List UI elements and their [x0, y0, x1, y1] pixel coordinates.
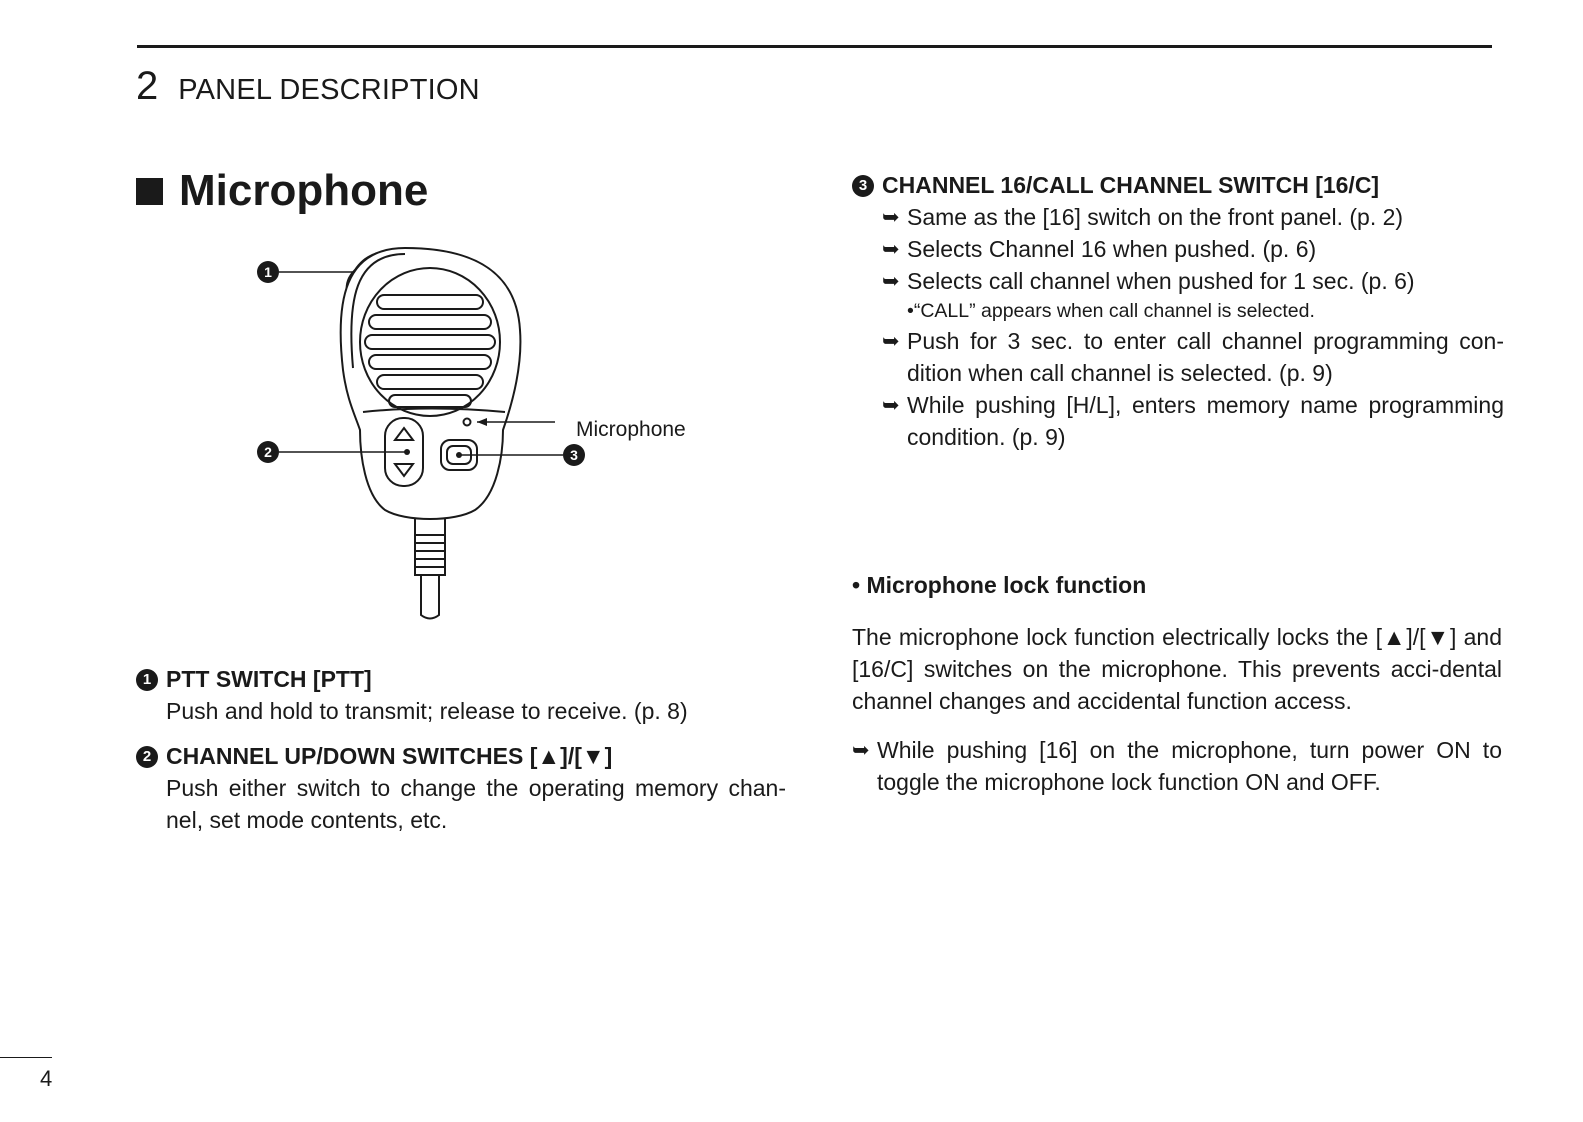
list-item: ➥ Same as the [16] switch on the front panel. (p. 2): [882, 201, 1504, 233]
list-item: ➥ While pushing [16] on the microphone, turn power ON to toggle the microphone lock function ON and OFF.: [852, 737, 1502, 795]
item-number-badge: 3: [852, 175, 874, 197]
page-number: 4: [40, 1066, 53, 1091]
list-item: ➥ While pushing [H/L], enters memory name programming condition. (p. 9): [882, 392, 1504, 450]
microphone-diagram: [255, 240, 595, 630]
cable-strain-relief: [415, 535, 445, 575]
item-number-badge: 2: [136, 746, 158, 768]
section-heading: [136, 165, 428, 217]
left-column: [136, 664, 786, 836]
arrow-bullet-icon: ➥: [882, 330, 900, 353]
item-heading: PTT SWITCH [PTT]: [166, 666, 372, 692]
arrow-bullet-icon: ➥: [882, 394, 900, 417]
section-title: Microphone: [179, 166, 429, 215]
item-ptt: [136, 664, 786, 727]
bullet-list: [852, 201, 1504, 297]
arrow-bullet-icon: ➥: [882, 270, 900, 293]
mic-hole: [464, 419, 471, 426]
footer-rule: [0, 1057, 52, 1058]
sub-note: •“CALL” appears when call channel is selected.: [907, 300, 1315, 322]
item-heading: CHANNEL 16/CALL CHANNEL SWITCH [16/C]: [882, 172, 1380, 198]
mic-body: [341, 248, 521, 519]
item-body: Push either switch to change the operating memory chan-nel, set mode contents, etc.: [166, 775, 786, 833]
callout-2-label: 2: [264, 444, 272, 460]
square-bullet-icon: [136, 178, 163, 205]
chapter-header: [136, 62, 480, 110]
microphone-label: Microphone: [576, 418, 686, 441]
callout-1: [257, 261, 279, 283]
item-channel-16-call: [852, 170, 1504, 453]
lock-function-step: [852, 734, 1502, 798]
lock-function-description: The microphone lock function electrically locks the [▲]/[▼] and [16/C] switches on the microphone. This prevents acci-dental channel changes and accidental function access.: [852, 624, 1502, 714]
callout-2: [257, 441, 279, 463]
item-number-badge: 1: [136, 669, 158, 691]
callout-3: [563, 444, 585, 466]
callout-3-label: 3: [570, 447, 578, 463]
callout-1-label: 1: [264, 264, 272, 280]
chapter-number: 2: [136, 64, 159, 108]
item-body: Push and hold to transmit; release to receive. (p. 8): [166, 698, 688, 724]
arrow-bullet-icon: ➥: [852, 739, 870, 762]
header-rule: [137, 45, 1492, 48]
arrow-bullet-icon: ➥: [882, 238, 900, 261]
item-heading: CHANNEL UP/DOWN SWITCHES [▲]/[▼]: [166, 743, 613, 769]
bullet-list: [852, 325, 1504, 453]
arrow-bullet-icon: ➥: [882, 206, 900, 229]
chapter-title: PANEL DESCRIPTION: [178, 74, 480, 106]
list-item: ➥ Push for 3 sec. to enter call channel programming con-dition when call channel is selected. (p. 9): [882, 328, 1504, 386]
list-item: ➥ Selects call channel when pushed for 1 sec. (p. 6): [882, 265, 1504, 297]
item-channel-updown: [136, 741, 786, 836]
list-item: ➥ Selects Channel 16 when pushed. (p. 6): [882, 233, 1504, 265]
lock-function-heading: • Microphone lock function: [852, 572, 1147, 598]
